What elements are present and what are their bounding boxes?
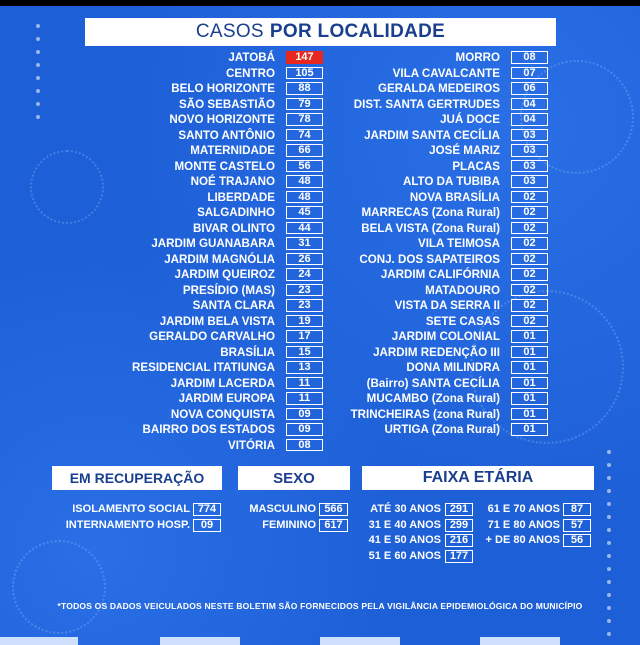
locality-row — [0, 407, 323, 423]
locality-row — [340, 143, 548, 159]
locality-name: URTIGA (Zona Rural) — [384, 423, 500, 436]
faixa-label: 31 E 40 ANOS — [368, 518, 441, 531]
locality-name: JARDIM QUEIROZ — [174, 268, 275, 281]
locality-count: 08 — [286, 439, 323, 452]
locality-row — [340, 190, 548, 206]
locality-row — [340, 97, 548, 113]
locality-row — [0, 236, 323, 252]
locality-row — [340, 252, 548, 268]
recuperacao-title: EM RECUPERAÇÃO — [69, 470, 205, 486]
locality-count: 66 — [286, 144, 323, 157]
locality-row — [340, 422, 548, 438]
locality-count: 02 — [511, 222, 548, 235]
locality-row — [0, 190, 323, 206]
locality-row — [340, 345, 548, 361]
locality-row — [340, 283, 548, 299]
locality-count: 26 — [286, 253, 323, 266]
recuperacao-value — [193, 502, 221, 517]
locality-row — [0, 112, 323, 128]
locality-count: 01 — [511, 392, 548, 405]
locality-name: TRINCHEIRAS (zona Rural) — [350, 407, 500, 421]
locality-name: RESIDENCIAL ITATIUNGA — [132, 361, 275, 374]
locality-row — [340, 360, 548, 376]
locality-count: 06 — [511, 82, 548, 95]
faixa-row — [321, 533, 441, 548]
faixa-row — [440, 533, 560, 548]
locality-name: JARDIM BELA VISTA — [159, 314, 275, 328]
locality-count: 23 — [286, 299, 323, 312]
locality-count: 31 — [286, 237, 323, 250]
footnote: *TODOS OS DADOS VEICULADOS NESTE BOLETIM SÃO FORNECIDOS PELA VIGILÂNCIA EPIDEMIOLÓGICA DO MUNICÍPIO — [57, 601, 583, 611]
locality-name: JATOBÁ — [228, 51, 275, 64]
faixa-value — [563, 518, 591, 533]
locality-count-highlight: 147 — [286, 51, 323, 64]
locality-row — [340, 314, 548, 330]
faixa-value-box: 216 — [445, 534, 473, 547]
faixa-row — [321, 549, 441, 564]
locality-row — [340, 174, 548, 190]
locality-name: BELO HORIZONTE — [171, 82, 275, 95]
locality-name: MATADOURO — [425, 283, 500, 297]
locality-name: VILA TEIMOSA — [417, 237, 500, 250]
locality-name: BRASÍLIA — [220, 345, 275, 359]
locality-row — [340, 66, 548, 82]
locality-count: 48 — [286, 191, 323, 204]
faixa-label: + DE 80 ANOS — [485, 534, 560, 546]
locality-name: LIBERDADE — [207, 190, 275, 204]
faixa-value-box: 299 — [445, 519, 473, 532]
sexo-row — [220, 502, 316, 517]
locality-count: 08 — [511, 51, 548, 64]
locality-row — [0, 376, 323, 392]
locality-count: 09 — [286, 408, 323, 421]
locality-count: 03 — [511, 160, 548, 173]
right-locality-list — [340, 50, 548, 438]
locality-count: 24 — [286, 268, 323, 281]
locality-count: 03 — [511, 129, 548, 142]
locality-count: 74 — [286, 129, 323, 142]
sexo-value-box: 566 — [319, 503, 348, 516]
faixa-label: 41 E 50 ANOS — [368, 534, 441, 546]
locality-name: JARDIM REDENÇÃO III — [373, 345, 500, 359]
locality-name: MORRO — [455, 51, 500, 64]
top-border — [0, 0, 640, 6]
locality-count: 02 — [511, 253, 548, 266]
locality-row — [0, 97, 323, 113]
faixa-value — [563, 533, 591, 548]
locality-count: 17 — [286, 330, 323, 343]
locality-row — [340, 50, 548, 66]
recuperacao-header — [52, 466, 222, 490]
locality-name: (Bairro) SANTA CECÍLIA — [366, 376, 500, 390]
locality-count: 56 — [286, 160, 323, 173]
faixa-value-box: 87 — [563, 503, 591, 516]
sexo-header — [238, 466, 350, 490]
faixa-row — [440, 518, 560, 533]
locality-row — [340, 128, 548, 144]
locality-name: JARDIM LACERDA — [170, 376, 275, 390]
locality-row — [340, 159, 548, 175]
locality-count: 02 — [511, 191, 548, 204]
locality-name: ALTO DA TUBIBA — [402, 175, 500, 188]
locality-name: SALGADINHO — [197, 206, 275, 219]
locality-count: 23 — [286, 284, 323, 297]
locality-row — [340, 391, 548, 407]
sexo-label: FEMININO — [262, 519, 316, 531]
sexo-value-box: 617 — [319, 519, 348, 532]
locality-count: 09 — [286, 423, 323, 436]
bottom-bar — [0, 637, 78, 645]
locality-row — [340, 407, 548, 423]
recuperacao-row — [0, 502, 190, 517]
locality-name: NOÉ TRAJANO — [190, 175, 275, 188]
locality-name: SETE CASAS — [425, 314, 500, 328]
locality-count: 03 — [511, 144, 548, 157]
locality-name: JARDIM COLONIAL — [391, 330, 500, 343]
bottom-bars — [0, 637, 640, 645]
recuperacao-label: INTERNAMENTO HOSP. — [65, 519, 190, 531]
locality-row — [0, 174, 323, 190]
faixa-label: ATÉ 30 ANOS — [370, 503, 441, 515]
locality-count: 02 — [511, 299, 548, 312]
locality-name: MUCAMBO (Zona Rural) — [366, 392, 500, 405]
locality-row — [0, 438, 323, 454]
locality-name: VITÓRIA — [227, 438, 275, 452]
page-title — [85, 18, 556, 46]
locality-name: JUÁ DOCE — [440, 113, 500, 126]
faixa-title: FAIXA ETÁRIA — [422, 469, 534, 486]
locality-count: 105 — [286, 67, 323, 80]
locality-count: 19 — [286, 315, 323, 328]
faixa-row — [321, 518, 441, 533]
locality-row — [340, 329, 548, 345]
locality-row — [340, 205, 548, 221]
recuperacao-row — [0, 518, 190, 533]
locality-name: MATERNIDADE — [190, 144, 275, 157]
locality-count: 78 — [286, 113, 323, 126]
locality-count: 02 — [511, 237, 548, 250]
locality-name: GERALDO CARVALHO — [149, 330, 275, 343]
locality-count: 01 — [511, 423, 548, 436]
locality-row — [0, 128, 323, 144]
faixa-row — [321, 502, 441, 517]
locality-row — [0, 314, 323, 330]
locality-name: CONJ. DOS SAPATEIROS — [359, 252, 500, 266]
title-light: CASOS — [195, 21, 264, 42]
locality-name: SÃO SEBASTIÃO — [179, 97, 275, 111]
recuperacao-value — [193, 518, 221, 533]
locality-row — [340, 221, 548, 237]
recuperacao-value-box: 774 — [193, 503, 221, 516]
locality-count: 45 — [286, 206, 323, 219]
locality-name: PLACAS — [452, 159, 500, 173]
locality-row — [0, 267, 323, 283]
locality-count: 02 — [511, 315, 548, 328]
virus-decoration-icon — [12, 540, 106, 634]
locality-row — [0, 143, 323, 159]
locality-row — [0, 221, 323, 237]
sexo-row — [220, 518, 316, 533]
faixa-header — [362, 466, 594, 490]
locality-name: MONTE CASTELO — [174, 159, 275, 173]
locality-row — [0, 391, 323, 407]
faixa-value-box: 57 — [563, 519, 591, 532]
locality-row — [0, 66, 323, 82]
locality-row — [0, 360, 323, 376]
bottom-bar — [160, 637, 240, 645]
locality-count: 44 — [286, 222, 323, 235]
locality-name: NOVA BRASÍLIA — [409, 190, 500, 204]
faixa-value — [563, 502, 591, 517]
locality-row — [0, 81, 323, 97]
locality-row — [340, 81, 548, 97]
recuperacao-label: ISOLAMENTO SOCIAL — [72, 503, 190, 515]
locality-count: 02 — [511, 284, 548, 297]
locality-count: 88 — [286, 82, 323, 95]
locality-count: 11 — [286, 392, 323, 405]
locality-count: 02 — [511, 268, 548, 281]
locality-name: BIVAR OLINTO — [192, 221, 275, 235]
locality-row — [340, 298, 548, 314]
locality-row — [0, 345, 323, 361]
sexo-label: MASCULINO — [249, 503, 316, 515]
locality-name: SANTO ANTÔNIO — [178, 128, 275, 142]
locality-count: 01 — [511, 377, 548, 390]
faixa-value-box: 56 — [563, 534, 591, 547]
locality-name: JARDIM EUROPA — [178, 392, 275, 405]
locality-name: JARDIM MAGNÓLIA — [164, 252, 275, 266]
dots-decoration-right — [607, 450, 613, 645]
locality-name: SANTA CLARA — [192, 299, 275, 312]
locality-name: CENTRO — [226, 66, 275, 80]
locality-name: VILA CAVALCANTE — [392, 66, 500, 80]
locality-name: PRESÍDIO (MAS) — [182, 283, 275, 297]
recuperacao-value-box: 09 — [193, 519, 221, 532]
sexo-title: SEXO — [273, 469, 315, 487]
locality-name: JARDIM GUANABARA — [151, 237, 275, 250]
locality-row — [340, 236, 548, 252]
locality-row — [0, 283, 323, 299]
locality-count: 13 — [286, 361, 323, 374]
faixa-label: 61 E 70 ANOS — [487, 503, 560, 515]
locality-row — [0, 159, 323, 175]
locality-row — [0, 252, 323, 268]
locality-count: 01 — [511, 330, 548, 343]
locality-name: DIST. SANTA GERTRUDES — [353, 97, 500, 111]
locality-count: 11 — [286, 377, 323, 390]
left-locality-list — [0, 50, 323, 453]
locality-name: NOVO HORIZONTE — [169, 113, 275, 126]
faixa-value-box: 291 — [445, 503, 473, 516]
faixa-label: 51 E 60 ANOS — [368, 549, 441, 562]
locality-name: DONA MILINDRA — [406, 361, 500, 374]
locality-name: BELA VISTA (Zona Rural) — [361, 221, 500, 235]
locality-name: NOVA CONQUISTA — [170, 407, 275, 421]
faixa-value — [445, 549, 473, 564]
locality-row — [340, 376, 548, 392]
locality-count: 01 — [511, 346, 548, 359]
locality-row — [0, 422, 323, 438]
locality-name: JARDIM CALIFÓRNIA — [380, 268, 500, 281]
faixa-value-box: 177 — [445, 550, 473, 563]
locality-name: VISTA DA SERRA II — [394, 299, 500, 312]
locality-row — [0, 329, 323, 345]
locality-name: MARRECAS (Zona Rural) — [361, 206, 500, 219]
faixa-row — [440, 502, 560, 517]
locality-row — [340, 267, 548, 283]
locality-name: GERALDA MEDEIROS — [378, 82, 500, 95]
locality-name: BAIRRO DOS ESTADOS — [142, 423, 275, 436]
locality-count: 01 — [511, 361, 548, 374]
locality-row — [340, 112, 548, 128]
bottom-bar — [480, 637, 560, 645]
locality-count: 15 — [286, 346, 323, 359]
locality-row — [0, 50, 323, 66]
locality-count: 01 — [511, 408, 548, 421]
locality-row — [0, 205, 323, 221]
locality-name: JOSÉ MARIZ — [429, 144, 500, 157]
locality-count: 04 — [511, 98, 548, 111]
locality-count: 04 — [511, 113, 548, 126]
locality-row — [0, 298, 323, 314]
bottom-bar — [320, 637, 400, 645]
faixa-label: 71 E 80 ANOS — [487, 518, 560, 531]
locality-count: 79 — [286, 98, 323, 111]
title-bold: POR LOCALIDADE — [269, 21, 446, 42]
locality-count: 48 — [286, 175, 323, 188]
locality-count: 07 — [511, 67, 548, 80]
locality-count: 02 — [511, 206, 548, 219]
locality-count: 03 — [511, 175, 548, 188]
locality-name: JARDIM SANTA CECÍLIA — [364, 128, 500, 142]
